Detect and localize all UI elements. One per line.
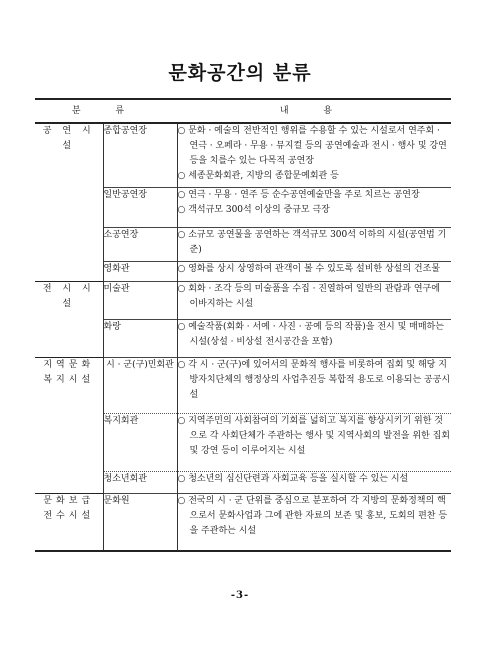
category-cell: 지역문화 복지시설	[35, 357, 103, 493]
description-cell	[177, 227, 451, 261]
description-cell	[177, 187, 451, 227]
table-row	[35, 123, 451, 187]
subcategory-cell: 시 · 군(구)민회관	[103, 357, 177, 413]
description-cell	[177, 123, 451, 187]
subcategory-cell: 복지회관	[103, 413, 177, 471]
description-cell	[177, 357, 451, 413]
description-cell	[177, 261, 451, 281]
page-title: 문화공간의 분류	[168, 62, 312, 84]
description-cell	[177, 413, 451, 471]
subcategory-cell: 미술관	[103, 281, 177, 319]
category-cell: 전 시 시 설	[35, 281, 103, 357]
table-row	[35, 357, 451, 413]
subcategory-cell: 문화원	[103, 493, 177, 551]
subcategory-cell: 화랑	[103, 319, 177, 357]
description-cell	[177, 493, 451, 551]
description-line: ○ 세종문화회관, 지방의 종합문예회관 등	[177, 171, 339, 181]
category-cell: 문화보급 전수시설	[35, 493, 103, 551]
description-line: ○ 문화 · 예술의 전반적인 행위를 수용할 수 있는 시설로서 연주회 · 연극 · 오페라 · 무용 · 뮤지컬 등의 공연예술과 전시 · 행사 및 강연 등을 치를수 있는 다목적 공연장	[177, 126, 447, 166]
description-line: ○ 영화를 상시 상영하여 관객이 볼 수 있도록 설비한 상설의 건조물	[177, 263, 441, 274]
table-header-row	[35, 99, 451, 123]
header-category: 분 류	[35, 99, 177, 123]
classification-table	[35, 98, 451, 552]
subcategory-cell: 소공연장	[103, 227, 177, 261]
description-line: ○ 소규모 공연물을 공연하는 객석규모 300석 이하의 시설(공연법 기준)	[177, 229, 447, 255]
description-cell	[177, 281, 451, 319]
description-line: ○ 각 시 · 군(구)에 있어서의 문화적 행사를 비롯하여 집회 및 해당 지방자치단체의 행정상의 사업추진등 복합적 용도로 이용되는 공공시설	[177, 359, 451, 400]
description-line: ○ 객석규모 300석 이상의 중규모 극장	[177, 204, 330, 215]
header-content: 내 용	[177, 99, 451, 123]
description-line: ○ 청소년의 심신단련과 사회교육 등을 실시할 수 있는 시설	[177, 473, 409, 484]
description-line: ○ 예술작품(회화 · 서예 · 사진 · 공예 등의 작품)을 전시 및 매매하는 시설(상설 · 비상설 전시공간을 포함)	[177, 321, 444, 347]
description-line: ○ 회화 · 조각 등의 미술품을 수집 · 진열하여 일반의 관람과 연구에 이바지하는 시설	[177, 283, 440, 309]
table-row	[35, 281, 451, 319]
description-cell	[177, 471, 451, 493]
description-line: ○ 연극 · 무용 · 연주 등 순수공연예술만을 주로 치르는 공연장	[177, 189, 420, 200]
subcategory-cell: 청소년회관	[103, 471, 177, 493]
table-row	[35, 493, 451, 551]
page-number: -3-	[230, 590, 250, 601]
category-cell: 공 연 시 설	[35, 123, 103, 281]
description-line: ○ 전국의 시 · 군 단위를 중심으로 분포하여 각 지방의 문화정책의 핵으로서 문화사업과 그에 관한 자료의 보존 및 홍보, 도회의 편찬 등을 주관하는 시설	[177, 495, 448, 536]
description-cell	[177, 319, 451, 357]
subcategory-cell: 일반공연장	[103, 187, 177, 227]
subcategory-cell: 영화관	[103, 261, 177, 281]
description-line: ○ 지역주민의 사회참여의 기회를 넓히고 복지를 향상시키기 위한 것으로 각 사회단체가 주관하는 행사 및 지역사회의 발전을 위한 집회 및 강연 등이 이루어지는 시설	[177, 415, 450, 456]
subcategory-cell: 종합공연장	[103, 123, 177, 187]
